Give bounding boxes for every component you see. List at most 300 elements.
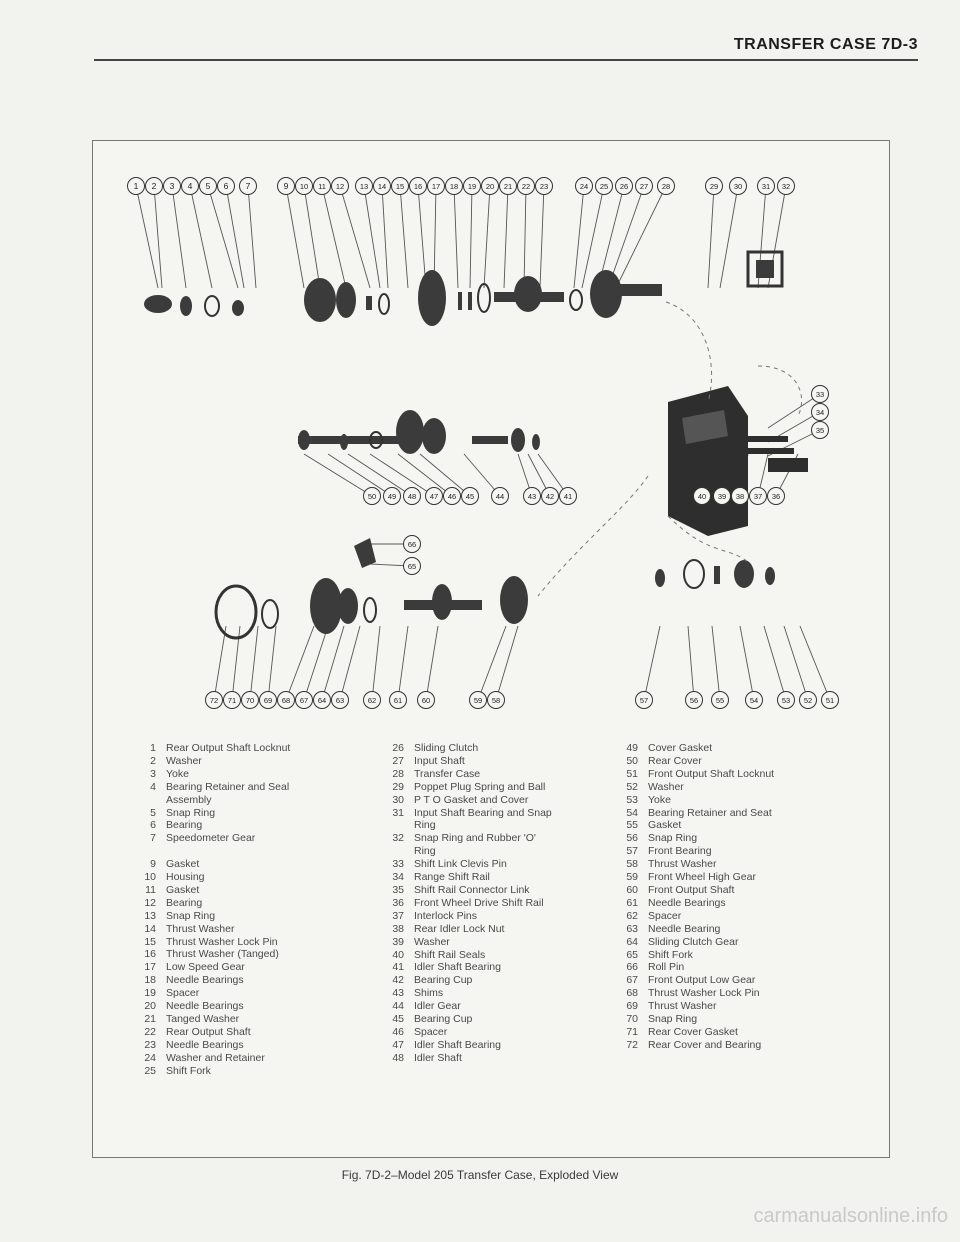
legend-item-number: 35 bbox=[392, 883, 404, 896]
legend-item-text: Yoke bbox=[648, 793, 671, 806]
leader-line bbox=[364, 186, 380, 288]
legend-item-number: 36 bbox=[392, 896, 404, 909]
leader-line bbox=[764, 626, 786, 700]
leader-line bbox=[484, 186, 490, 288]
page-header bbox=[0, 28, 960, 62]
legend-item-number: 62 bbox=[626, 909, 638, 922]
legend-item-text: Needle Bearings bbox=[166, 974, 244, 987]
legend-item-number: 49 bbox=[626, 742, 638, 754]
legend-item-number bbox=[134, 845, 156, 858]
legend-item-number: 13 bbox=[144, 909, 156, 922]
legend-item bbox=[134, 961, 290, 974]
legend-item-number: 3 bbox=[150, 767, 156, 780]
legend-item bbox=[616, 832, 774, 845]
leader-line bbox=[420, 454, 470, 496]
legend-item-number: 51 bbox=[626, 767, 638, 780]
legend-item bbox=[616, 794, 774, 807]
callout-number: 63 bbox=[335, 696, 345, 706]
legend-item bbox=[134, 1039, 290, 1052]
legend-item bbox=[616, 1000, 774, 1013]
legend-item bbox=[134, 910, 290, 923]
legend-item bbox=[616, 1013, 774, 1026]
legend-column-2 bbox=[382, 742, 552, 1065]
legend-item-text: Rear Cover bbox=[648, 754, 702, 767]
callout-number: 2 bbox=[151, 181, 157, 192]
callout-number: 10 bbox=[299, 182, 309, 192]
legend-item-text: Bearing bbox=[166, 896, 203, 909]
legend-item-text: Gasket bbox=[166, 883, 200, 896]
legend-item-text: Tanged Washer bbox=[166, 1013, 240, 1026]
legend-item-text: Cover Gasket bbox=[648, 742, 713, 754]
callout-number: 34 bbox=[815, 408, 825, 418]
legend-item-text: Snap Ring and Rubber 'O' Ring bbox=[414, 832, 536, 858]
legend-item bbox=[134, 832, 290, 845]
legend-item-text: Idler Shaft Bearing bbox=[414, 1038, 501, 1051]
callout-number: 70 bbox=[245, 696, 255, 706]
legend-item-number: 30 bbox=[392, 793, 404, 806]
legend-item-number: 64 bbox=[626, 935, 638, 948]
legend-item bbox=[616, 755, 774, 768]
legend-item bbox=[134, 1065, 290, 1078]
legend-item bbox=[134, 974, 290, 987]
leader-line bbox=[470, 186, 472, 288]
callout-number: 24 bbox=[579, 182, 589, 192]
legend-item-text: Thrust Washer bbox=[648, 1000, 717, 1013]
legend-item-number: 26 bbox=[392, 742, 404, 754]
legend-item-text: Shift Fork bbox=[166, 1064, 211, 1077]
callout-number: 16 bbox=[413, 182, 423, 192]
leader-line bbox=[248, 186, 256, 288]
parts-row-2 bbox=[298, 410, 540, 454]
legend-item-number: 54 bbox=[626, 806, 638, 819]
leader-line bbox=[540, 186, 544, 288]
legend-item bbox=[382, 884, 552, 897]
legend-item bbox=[616, 923, 774, 936]
legend-item-number: 7 bbox=[150, 832, 156, 845]
legend-item-text: Housing bbox=[166, 871, 205, 884]
legend-item-text: Poppet Plug Spring and Ball bbox=[414, 780, 546, 793]
legend-item-text: Thrust Washer bbox=[166, 922, 235, 935]
legend-item-number: 70 bbox=[626, 1013, 638, 1026]
legend-item-number: 19 bbox=[144, 987, 156, 1000]
leader-line bbox=[608, 186, 644, 288]
legend-item-number: 71 bbox=[626, 1025, 638, 1038]
leader-line bbox=[398, 626, 408, 700]
legend-item bbox=[616, 1026, 774, 1039]
legend-item-number: 28 bbox=[392, 767, 404, 780]
callout-number: 65 bbox=[407, 562, 417, 572]
leader-line bbox=[214, 626, 226, 700]
legend-item-text: Roll Pin bbox=[648, 961, 685, 974]
leader-line bbox=[268, 626, 276, 700]
callout-number: 6 bbox=[223, 181, 229, 192]
callout-number: 44 bbox=[495, 492, 505, 502]
legend-item-text: Sliding Clutch Gear bbox=[648, 935, 739, 948]
leader-line bbox=[382, 186, 388, 288]
exploded-view-svg bbox=[108, 166, 858, 728]
callout-number: 22 bbox=[521, 182, 531, 192]
callout-number: 72 bbox=[209, 696, 219, 706]
legend-item-text: Front Output Shaft Locknut bbox=[648, 767, 775, 780]
legend-item-number: 43 bbox=[392, 987, 404, 1000]
legend-item-text: Rear Output Shaft Locknut bbox=[166, 742, 291, 754]
legend-item-number: 21 bbox=[144, 1013, 156, 1026]
legend-item-number: 33 bbox=[392, 858, 404, 871]
legend-item-number: 60 bbox=[626, 883, 638, 896]
legend-item-number: 18 bbox=[144, 974, 156, 987]
legend-item-text: Sliding Clutch bbox=[414, 742, 479, 754]
legend-item bbox=[616, 897, 774, 910]
legend-item-text: Front Wheel Drive Shift Rail bbox=[414, 896, 544, 909]
callout-number: 56 bbox=[689, 696, 699, 706]
legend-item-number: 53 bbox=[626, 793, 638, 806]
leader-line bbox=[644, 626, 660, 700]
legend-item-text: Spacer bbox=[414, 1025, 448, 1038]
legend-item-text: Snap Ring bbox=[166, 909, 216, 922]
legend-item-text: Washer bbox=[166, 754, 202, 767]
callout-number: 53 bbox=[781, 696, 791, 706]
callout-number: 66 bbox=[407, 540, 417, 550]
legend-item-text: Snap Ring bbox=[166, 806, 216, 819]
callout-number: 35 bbox=[815, 426, 825, 436]
page-title: TRANSFER CASE 7D-3 bbox=[733, 36, 918, 53]
callout-number: 29 bbox=[709, 182, 719, 192]
legend-item-number: 57 bbox=[626, 845, 638, 858]
legend-item-text: Front Bearing bbox=[648, 845, 712, 858]
callout-number: 59 bbox=[473, 696, 483, 706]
legend-item-text: Input Shaft Bearing and Snap Ring bbox=[414, 806, 552, 832]
legend-item bbox=[616, 871, 774, 884]
legend-item bbox=[616, 987, 774, 1000]
callout-number: 69 bbox=[263, 696, 273, 706]
callout-number: 31 bbox=[761, 182, 771, 192]
leader-line bbox=[190, 186, 212, 288]
callout-number: 45 bbox=[465, 492, 475, 502]
legend-item-number: 67 bbox=[626, 974, 638, 987]
legend-item-number: 65 bbox=[626, 948, 638, 961]
legend-item-text: Yoke bbox=[166, 767, 189, 780]
legend-item-number: 69 bbox=[626, 1000, 638, 1013]
callout-number: 40 bbox=[697, 492, 707, 502]
legend-item bbox=[134, 768, 290, 781]
legend-item-text: Needle Bearings bbox=[166, 1038, 244, 1051]
legend-item-number: 12 bbox=[144, 896, 156, 909]
parts-row-3 bbox=[216, 538, 775, 638]
legend-item-number: 14 bbox=[144, 922, 156, 935]
leader-line bbox=[504, 186, 508, 288]
callout-number: 1 bbox=[133, 181, 139, 192]
legend-item-text: Gasket bbox=[166, 858, 200, 871]
legend-item-text: Front Wheel High Gear bbox=[648, 871, 756, 884]
callout-number: 52 bbox=[803, 696, 813, 706]
legend-item bbox=[616, 884, 774, 897]
legend-item-number: 72 bbox=[626, 1038, 638, 1051]
legend-item-number: 42 bbox=[392, 974, 404, 987]
legend-item bbox=[382, 936, 552, 949]
legend-item-text: Rear Idler Lock Nut bbox=[414, 922, 505, 935]
callout-number: 60 bbox=[421, 696, 431, 706]
legend-item bbox=[134, 871, 290, 884]
callout-number: 26 bbox=[619, 182, 629, 192]
callout-number: 64 bbox=[317, 696, 327, 706]
callout-number: 17 bbox=[431, 182, 441, 192]
legend-item-text: Washer bbox=[648, 780, 684, 793]
legend-item-number: 5 bbox=[150, 806, 156, 819]
legend-item bbox=[616, 819, 774, 832]
legend-item-number: 46 bbox=[392, 1025, 404, 1038]
callout-number: 54 bbox=[749, 696, 759, 706]
callout-number: 49 bbox=[387, 492, 397, 502]
legend-item-number: 40 bbox=[392, 948, 404, 961]
callout-number: 37 bbox=[753, 492, 763, 502]
legend-item-number: 31 bbox=[392, 806, 404, 819]
leader-line bbox=[286, 626, 314, 700]
leader-line bbox=[418, 186, 426, 288]
legend-item bbox=[134, 819, 290, 832]
callout-number: 15 bbox=[395, 182, 405, 192]
legend-item-number: 37 bbox=[392, 909, 404, 922]
legend-item bbox=[134, 897, 290, 910]
legend-item-text: Front Output Low Gear bbox=[648, 974, 756, 987]
legend-item bbox=[382, 858, 552, 871]
leader-line bbox=[226, 186, 244, 288]
legend-item-number: 16 bbox=[144, 948, 156, 961]
callout-number: 11 bbox=[318, 182, 326, 192]
legend-item bbox=[382, 871, 552, 884]
legend-item-number: 15 bbox=[144, 935, 156, 948]
legend-item-text: Transfer Case bbox=[414, 767, 481, 780]
watermark-text: carmanualsonline.info bbox=[753, 1205, 948, 1227]
legend-item-text: Bearing Cup bbox=[414, 1013, 473, 1026]
legend-item-number: 44 bbox=[392, 1000, 404, 1013]
callout-number: 21 bbox=[503, 182, 513, 192]
legend-item-text: Speedometer Gear bbox=[166, 832, 256, 845]
legend-item bbox=[616, 768, 774, 781]
legend-item-number: 27 bbox=[392, 754, 404, 767]
leader-line bbox=[478, 626, 506, 700]
legend-item bbox=[134, 781, 290, 807]
callout-number: 28 bbox=[661, 182, 671, 192]
legend-item-number: 50 bbox=[626, 754, 638, 767]
callout-number: 9 bbox=[283, 181, 289, 192]
callout-number: 71 bbox=[227, 696, 237, 706]
legend-item-text: Snap Ring bbox=[648, 832, 698, 845]
legend-item-number: 11 bbox=[145, 883, 156, 896]
legend-item bbox=[134, 755, 290, 768]
legend-item-text: Idler Gear bbox=[414, 1000, 461, 1013]
callout-number: 33 bbox=[815, 390, 825, 400]
figure-caption: Fig. 7D-2–Model 205 Transfer Case, Exploded View bbox=[341, 1168, 619, 1182]
legend-item-text: Snap Ring bbox=[648, 1013, 698, 1026]
leader-line bbox=[340, 186, 370, 288]
legend-item bbox=[616, 910, 774, 923]
leader-line bbox=[340, 626, 360, 700]
callout-number: 20 bbox=[485, 182, 495, 192]
callout-number: 32 bbox=[781, 182, 791, 192]
legend-item bbox=[382, 949, 552, 962]
leader-line bbox=[574, 186, 584, 288]
leader-line bbox=[208, 186, 238, 288]
legend-item bbox=[382, 923, 552, 936]
legend-item-number: 68 bbox=[626, 987, 638, 1000]
legend-item-text: Thrust Washer Lock Pin bbox=[166, 935, 278, 948]
legend-item-number: 24 bbox=[144, 1051, 156, 1064]
leader-line bbox=[250, 626, 258, 700]
legend-item bbox=[134, 884, 290, 897]
leader-line bbox=[616, 186, 666, 288]
legend-item-number: 29 bbox=[392, 780, 404, 793]
legend-item bbox=[616, 936, 774, 949]
callout-number: 55 bbox=[715, 696, 725, 706]
legend-item-number: 66 bbox=[626, 961, 638, 974]
legend-item-number: 38 bbox=[392, 922, 404, 935]
callout-number: 4 bbox=[187, 181, 193, 192]
legend-item bbox=[134, 936, 290, 949]
legend-column-1 bbox=[134, 742, 290, 1078]
callout-number: 18 bbox=[449, 182, 459, 192]
legend-item-number: 63 bbox=[626, 922, 638, 935]
legend-item bbox=[616, 974, 774, 987]
legend-item-text: Bearing Cup bbox=[414, 974, 473, 987]
legend-item-text: Idler Shaft bbox=[414, 1051, 462, 1064]
legend-item bbox=[616, 781, 774, 794]
legend-item-text: Bearing bbox=[166, 819, 203, 832]
callout-number: 3 bbox=[169, 181, 175, 192]
legend-item-number: 20 bbox=[144, 1000, 156, 1013]
leader-line bbox=[708, 186, 714, 288]
legend-item bbox=[382, 781, 552, 794]
legend-item-number: 41 bbox=[392, 961, 404, 974]
legend-item-text: Rear Output Shaft bbox=[166, 1025, 251, 1038]
legend-item bbox=[134, 858, 290, 871]
callout-number: 5 bbox=[205, 181, 211, 192]
legend-item bbox=[382, 1052, 552, 1065]
callout-number: 42 bbox=[545, 492, 555, 502]
legend-item bbox=[382, 1026, 552, 1039]
legend-item-number: 59 bbox=[626, 871, 638, 884]
header-rule bbox=[94, 59, 918, 61]
legend-item-text: Thrust Washer bbox=[648, 858, 717, 871]
legend-item bbox=[616, 858, 774, 871]
legend-item bbox=[134, 948, 290, 961]
legend-item bbox=[134, 845, 290, 858]
legend-item bbox=[616, 807, 774, 820]
legend-item-number: 22 bbox=[144, 1025, 156, 1038]
leader-line bbox=[524, 186, 526, 288]
callout-number: 19 bbox=[467, 182, 477, 192]
callout-number: 41 bbox=[563, 492, 573, 502]
legend-item bbox=[134, 1000, 290, 1013]
leader-line bbox=[372, 626, 380, 700]
legend-item bbox=[382, 794, 552, 807]
legend-item-number: 25 bbox=[144, 1064, 156, 1077]
legend-item-text: Thrust Washer (Tanged) bbox=[166, 948, 279, 961]
callout-number: 58 bbox=[491, 696, 501, 706]
legend-item-text: Range Shift Rail bbox=[414, 871, 490, 884]
legend-item bbox=[134, 742, 290, 755]
callout-number: 39 bbox=[717, 492, 727, 502]
legend-item-number: 55 bbox=[626, 819, 638, 832]
leader-line bbox=[712, 626, 720, 700]
callout-number: 57 bbox=[639, 696, 649, 706]
legend-item bbox=[134, 1026, 290, 1039]
callout-number: 25 bbox=[599, 182, 609, 192]
legend-item-number: 17 bbox=[144, 961, 156, 974]
callout-number: 36 bbox=[771, 492, 781, 502]
legend-item bbox=[616, 949, 774, 962]
legend-item-text: Needle Bearings bbox=[648, 896, 726, 909]
legend-item-text: Idler Shaft Bearing bbox=[414, 961, 501, 974]
legend-item-text: Rear Cover and Bearing bbox=[648, 1038, 762, 1051]
legend-item bbox=[382, 961, 552, 974]
exploded-view-diagram bbox=[108, 166, 858, 728]
legend-item bbox=[382, 987, 552, 1000]
callout-number: 12 bbox=[335, 182, 345, 192]
legend-item-text: Bearing Retainer and Seat bbox=[648, 806, 772, 819]
legend-item-text: Thrust Washer Lock Pin bbox=[648, 987, 760, 1000]
legend-item-number: 32 bbox=[392, 832, 404, 845]
legend-item-text: P T O Gasket and Cover bbox=[414, 793, 529, 806]
callout-number: 13 bbox=[359, 182, 369, 192]
legend-item bbox=[616, 961, 774, 974]
legend-item bbox=[134, 1013, 290, 1026]
legend-item bbox=[616, 742, 774, 755]
legend-item-text: Shift Rail Connector Link bbox=[414, 883, 530, 896]
leader-line bbox=[322, 186, 346, 288]
callout-number: 68 bbox=[281, 696, 291, 706]
legend-item-text: Washer and Retainer bbox=[166, 1051, 265, 1064]
transfer-case-body bbox=[668, 386, 808, 536]
legend-item-number: 61 bbox=[626, 896, 638, 909]
legend-item-text: Low Speed Gear bbox=[166, 961, 245, 974]
callout-number: 47 bbox=[429, 492, 439, 502]
legend-item-number: 52 bbox=[626, 780, 638, 793]
legend-item-number: 10 bbox=[144, 871, 156, 884]
legend-item-number: 2 bbox=[150, 754, 156, 767]
leader-line bbox=[172, 186, 186, 288]
legend-item bbox=[134, 807, 290, 820]
legend-item-text: Front Output Shaft bbox=[648, 883, 735, 896]
legend-item-number: 4 bbox=[150, 780, 156, 793]
leader-line bbox=[454, 186, 458, 288]
callout-number: 30 bbox=[733, 182, 743, 192]
legend-item-number: 6 bbox=[150, 819, 156, 832]
legend-item bbox=[382, 897, 552, 910]
leader-line bbox=[740, 626, 754, 700]
legend-item bbox=[134, 987, 290, 1000]
legend-item-text: Interlock Pins bbox=[414, 909, 478, 922]
legend-item bbox=[382, 1013, 552, 1026]
legend-item-number: 39 bbox=[392, 935, 404, 948]
legend-item-number: 45 bbox=[392, 1013, 404, 1026]
legend-item bbox=[382, 742, 552, 755]
legend-item bbox=[382, 1000, 552, 1013]
legend-item bbox=[382, 1039, 552, 1052]
callout-number: 43 bbox=[527, 492, 537, 502]
legend-item-text: Shift Rail Seals bbox=[414, 948, 486, 961]
callout-number: 46 bbox=[447, 492, 457, 502]
leader-line bbox=[322, 626, 344, 700]
legend-item-number: 48 bbox=[392, 1051, 404, 1064]
callout-number: 48 bbox=[407, 492, 417, 502]
leader-line bbox=[136, 186, 158, 288]
legend-item-text: Washer bbox=[414, 935, 450, 948]
legend-item-number: 23 bbox=[144, 1038, 156, 1051]
callout-number: 14 bbox=[377, 182, 387, 192]
legend-item-text: Shift Link Clevis Pin bbox=[414, 858, 507, 871]
leader-line bbox=[496, 626, 518, 700]
legend-item bbox=[382, 832, 552, 858]
